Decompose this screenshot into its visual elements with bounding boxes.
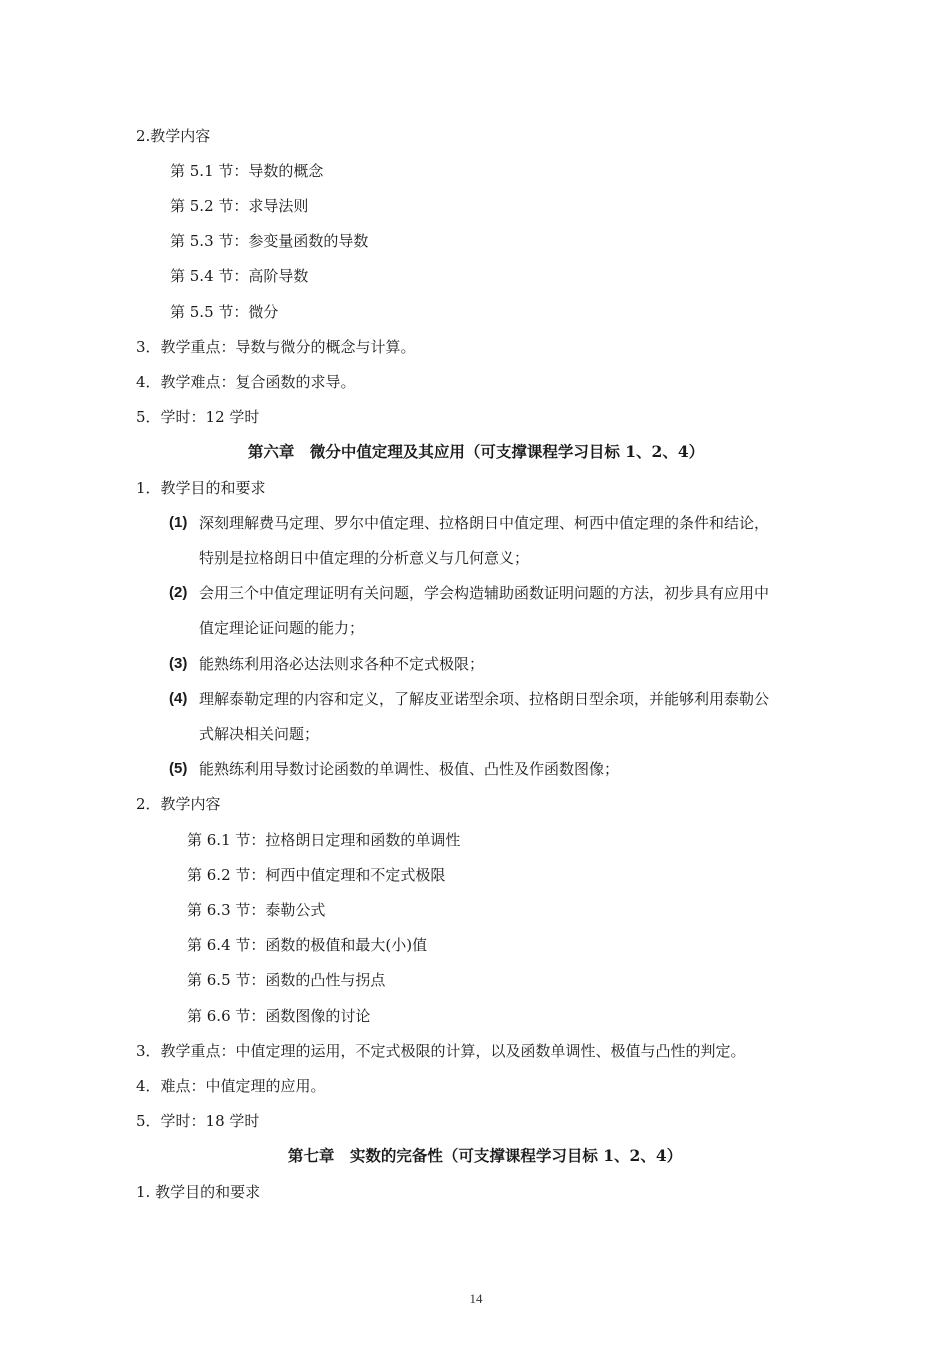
- ch6-hours: 5．学时：18 学时: [136, 1112, 260, 1130]
- ch6-goal-4-number: (4): [169, 690, 188, 707]
- ch6-section-3: 第 6.3 节：泰勒公式: [187, 901, 326, 919]
- ch5-section-3: 第 5.3 节：参变量函数的导数: [170, 232, 369, 250]
- ch6-goal-1-number: (1): [169, 514, 188, 531]
- ch5-section-4: 第 5.4 节：高阶导数: [170, 267, 309, 285]
- ch6-title: 第六章 微分中值定理及其应用（可支撑课程学习目标 1、2、4）: [247, 442, 705, 461]
- ch5-key-points: 3．教学重点：导数与微分的概念与计算。: [136, 338, 416, 356]
- ch6-key-points: 3．教学重点：中值定理的运用，不定式极限的计算，以及函数单调性、极值与凸性的判定。: [136, 1042, 746, 1060]
- ch6-goals-title: 1．教学目的和要求: [136, 479, 266, 497]
- ch5-section-5: 第 5.5 节：微分: [170, 303, 279, 321]
- ch5-section-1: 第 5.1 节：导数的概念: [170, 162, 324, 180]
- ch6-goal-3-line-1: 能熟练利用洛必达法则求各种不定式极限；: [199, 655, 485, 673]
- ch6-section-5: 第 6.5 节：函数的凸性与拐点: [187, 971, 386, 989]
- ch6-goal-2-line-1: 会用三个中值定理证明有关问题，学会构造辅助函数证明问题的方法，初步具有应用中: [199, 584, 770, 602]
- ch7-goals-title: 1. 教学目的和要求: [136, 1183, 261, 1201]
- ch6-goal-5-number: (5): [169, 760, 188, 777]
- ch6-section-1: 第 6.1 节：拉格朗日定理和函数的单调性: [187, 831, 461, 849]
- ch6-goal-1-line-2: 特别是拉格朗日中值定理的分析意义与几何意义；: [199, 549, 530, 567]
- ch6-content-title: 2．教学内容: [136, 795, 221, 813]
- ch6-goal-5-line-1: 能熟练利用导数讨论函数的单调性、极值、凸性及作函数图像；: [199, 760, 620, 778]
- ch6-goal-2-line-2: 值定理论证问题的能力；: [199, 619, 365, 637]
- ch6-section-6: 第 6.6 节：函数图像的讨论: [187, 1007, 371, 1025]
- ch6-goal-3-number: (3): [169, 655, 188, 672]
- page-number: 14: [469, 1291, 483, 1306]
- ch5-hours: 5．学时：12 学时: [136, 408, 260, 426]
- ch6-section-2: 第 6.2 节：柯西中值定理和不定式极限: [187, 866, 446, 884]
- ch6-section-4: 第 6.4 节：函数的极值和最大(小)值: [187, 936, 428, 954]
- ch6-goal-2-number: (2): [169, 584, 188, 601]
- ch7-title: 第七章 实数的完备性（可支撑课程学习目标 1、2、4）: [287, 1146, 683, 1165]
- ch6-goal-4-line-2: 式解决相关问题；: [199, 725, 320, 743]
- ch5-difficulties: 4．教学难点：复合函数的求导。: [136, 373, 356, 391]
- ch6-goal-1-line-1: 深刻理解费马定理、罗尔中值定理、拉格朗日中值定理、柯西中值定理的条件和结论，: [199, 514, 770, 532]
- ch5-content-title: 2.教学内容: [136, 127, 211, 145]
- ch6-goal-4-line-1: 理解泰勒定理的内容和定义，了解皮亚诺型余项、拉格朗日型余项，并能够利用泰勒公: [199, 690, 770, 708]
- ch5-section-2: 第 5.2 节：求导法则: [170, 197, 309, 215]
- ch6-difficulties: 4．难点：中值定理的应用。: [136, 1077, 326, 1095]
